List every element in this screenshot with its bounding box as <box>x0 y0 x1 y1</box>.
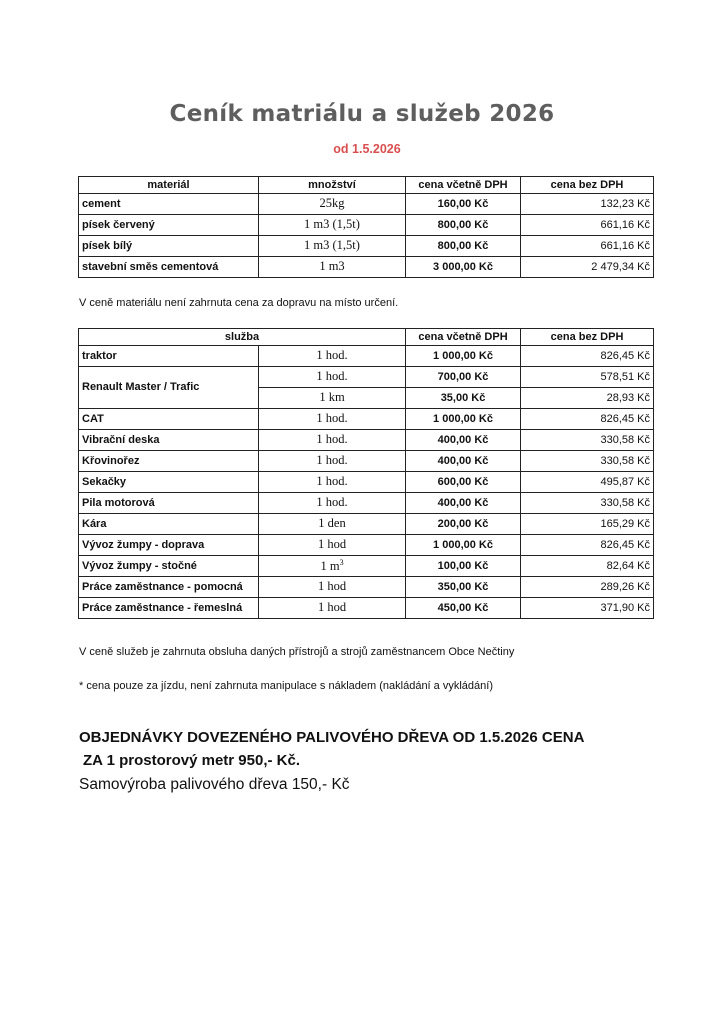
valid-from-date: od 1.5.2026 <box>333 142 401 156</box>
service-name: traktor <box>79 346 259 367</box>
table-row <box>79 556 654 577</box>
table-row <box>79 409 654 430</box>
material-qty: 25kg <box>259 194 406 215</box>
service-unit: 1 hod. <box>259 451 406 472</box>
material-qty: 1 m3 <box>259 257 406 278</box>
service-name: CAT <box>79 409 259 430</box>
service-price-vat: 600,00 Kč <box>406 472 521 493</box>
unit-superscript: 3 <box>339 557 344 567</box>
materials-header-row <box>79 177 654 194</box>
service-price-net: 578,51 Kč <box>521 367 654 388</box>
col-header-quantity: množství <box>259 177 406 194</box>
service-name: Sekačky <box>79 472 259 493</box>
table-row <box>79 236 654 257</box>
col-header-material: materiál <box>79 177 259 194</box>
service-unit: 1 km <box>259 388 406 409</box>
table-row <box>79 430 654 451</box>
service-price-net: 826,45 Kč <box>521 535 654 556</box>
service-price-vat: 100,00 Kč <box>406 556 521 577</box>
material-price-vat: 800,00 Kč <box>406 215 521 236</box>
table-row <box>79 257 654 278</box>
service-price-net: 165,29 Kč <box>521 514 654 535</box>
service-name: Vibrační deska <box>79 430 259 451</box>
table-row <box>79 194 654 215</box>
service-unit: 1 hod <box>259 535 406 556</box>
col-header-price-net: cena bez DPH <box>521 177 654 194</box>
service-price-vat: 400,00 Kč <box>406 493 521 514</box>
material-price-net: 132,23 Kč <box>521 194 654 215</box>
service-price-net: 330,58 Kč <box>521 493 654 514</box>
service-unit: 1 hod. <box>259 472 406 493</box>
service-unit: 1 hod. <box>259 346 406 367</box>
table-row <box>79 451 654 472</box>
service-name: Kára <box>79 514 259 535</box>
materials-table <box>78 176 654 278</box>
service-price-net: 289,26 Kč <box>521 577 654 598</box>
service-price-vat: 1 000,00 Kč <box>406 409 521 430</box>
material-qty: 1 m3 (1,5t) <box>259 236 406 257</box>
material-price-vat: 3 000,00 Kč <box>406 257 521 278</box>
service-unit: 1 hod <box>259 598 406 619</box>
table-row <box>79 598 654 619</box>
materials-note: V ceně materiálu není zahrnuta cena za dopravu na místo určení. <box>79 297 399 309</box>
service-unit: 1 hod <box>259 577 406 598</box>
service-price-net: 495,87 Kč <box>521 472 654 493</box>
service-name: Vývoz žumpy - stočné <box>79 556 259 577</box>
service-price-vat: 700,00 Kč <box>406 367 521 388</box>
firewood-self-service: Samovýroba palivového dřeva 150,- Kč <box>79 776 350 793</box>
table-row <box>79 346 654 367</box>
trip-note: * cena pouze za jízdu, není zahrnuta manipulace s nákladem (nakládání a vykládání) <box>79 680 493 692</box>
material-name: stavební směs cementová <box>79 257 259 278</box>
service-price-vat: 35,00 Kč <box>406 388 521 409</box>
service-price-vat: 400,00 Kč <box>406 430 521 451</box>
service-price-net: 826,45 Kč <box>521 346 654 367</box>
page-title: Ceník matriálu a služeb 2026 <box>169 101 555 127</box>
table-row <box>79 215 654 236</box>
material-price-net: 2 479,34 Kč <box>521 257 654 278</box>
service-unit: 1 hod. <box>259 367 406 388</box>
material-price-net: 661,16 Kč <box>521 215 654 236</box>
material-name: písek červený <box>79 215 259 236</box>
service-unit <box>259 556 406 577</box>
services-table <box>78 328 654 619</box>
service-price-vat: 350,00 Kč <box>406 577 521 598</box>
col-header-price-vat: cena včetně DPH <box>406 329 521 346</box>
service-price-net: 28,93 Kč <box>521 388 654 409</box>
service-unit: 1 den <box>259 514 406 535</box>
service-price-vat: 200,00 Kč <box>406 514 521 535</box>
service-price-net: 330,58 Kč <box>521 430 654 451</box>
services-header-row <box>79 329 654 346</box>
material-price-vat: 800,00 Kč <box>406 236 521 257</box>
table-row <box>79 472 654 493</box>
service-price-net: 82,64 Kč <box>521 556 654 577</box>
service-price-vat: 450,00 Kč <box>406 598 521 619</box>
service-name: Pila motorová <box>79 493 259 514</box>
service-unit-base: 1 m <box>320 558 340 573</box>
service-name: Vývoz žumpy - doprava <box>79 535 259 556</box>
material-price-vat: 160,00 Kč <box>406 194 521 215</box>
table-row <box>79 493 654 514</box>
table-row <box>79 577 654 598</box>
service-price-net: 330,58 Kč <box>521 451 654 472</box>
service-name: Práce zaměstnance - řemeslná <box>79 598 259 619</box>
col-header-price-vat: cena včetně DPH <box>406 177 521 194</box>
col-header-service: služba <box>79 329 406 346</box>
service-price-vat: 400,00 Kč <box>406 451 521 472</box>
material-name: písek bílý <box>79 236 259 257</box>
material-name: cement <box>79 194 259 215</box>
service-name: Renault Master / Trafic <box>79 367 259 409</box>
service-unit: 1 hod. <box>259 493 406 514</box>
material-qty: 1 m3 (1,5t) <box>259 215 406 236</box>
col-header-price-net: cena bez DPH <box>521 329 654 346</box>
firewood-order-line1: OBJEDNÁVKY DOVEZENÉHO PALIVOVÉHO DŘEVA OD 1.5.2026 CENA <box>79 729 585 746</box>
material-price-net: 661,16 Kč <box>521 236 654 257</box>
service-unit: 1 hod. <box>259 430 406 451</box>
service-name: Práce zaměstnance - pomocná <box>79 577 259 598</box>
service-price-net: 826,45 Kč <box>521 409 654 430</box>
service-price-net: 371,90 Kč <box>521 598 654 619</box>
service-name: Křovinořez <box>79 451 259 472</box>
service-price-vat: 1 000,00 Kč <box>406 346 521 367</box>
table-row <box>79 535 654 556</box>
firewood-order-line2: ZA 1 prostorový metr 950,- Kč. <box>83 752 301 769</box>
table-row <box>79 514 654 535</box>
service-unit: 1 hod. <box>259 409 406 430</box>
services-note: V ceně služeb je zahrnuta obsluha daných přístrojů a strojů zaměstnancem Obce Nečtiny <box>79 646 515 658</box>
service-price-vat: 1 000,00 Kč <box>406 535 521 556</box>
table-row <box>79 367 654 388</box>
